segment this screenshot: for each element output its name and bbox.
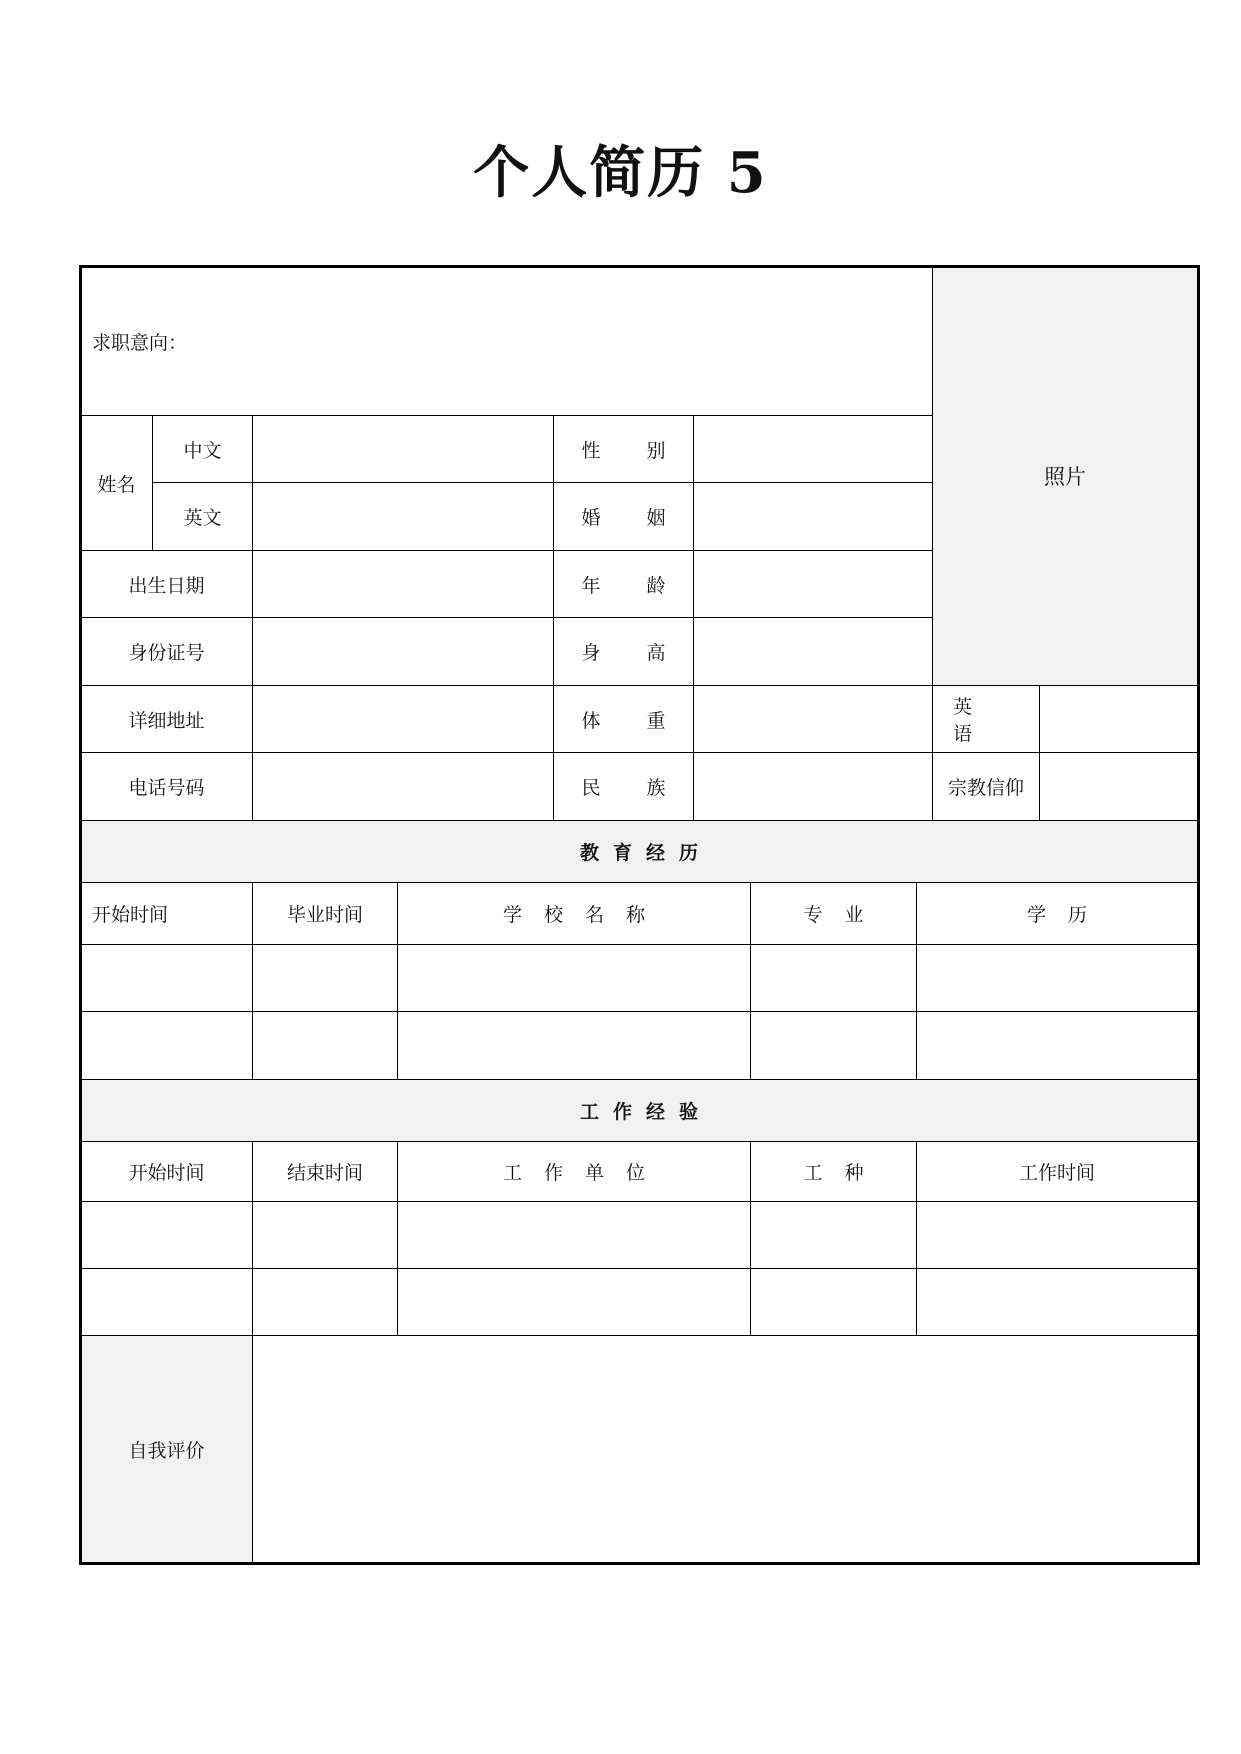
edu-row1-degree[interactable]: [916, 944, 1198, 1012]
weight-label: 体 重: [553, 685, 694, 753]
work-col-end: 结束时间: [252, 1141, 398, 1202]
edu-row1-graduation[interactable]: [252, 944, 398, 1012]
weight-field[interactable]: [693, 685, 933, 753]
birth-date-field[interactable]: [252, 550, 554, 618]
education-heading: 教育经历: [80, 820, 1198, 883]
work-col-start: 开始时间: [80, 1141, 253, 1202]
ethnicity-field[interactable]: [693, 752, 933, 821]
gender-label: 性 别: [553, 415, 694, 483]
work-row2-job-type[interactable]: [750, 1268, 917, 1336]
photo-label: 照片: [1044, 465, 1086, 489]
edu-row2-graduation[interactable]: [252, 1011, 398, 1080]
gender-field[interactable]: [693, 415, 933, 483]
name-english-field[interactable]: [252, 482, 554, 551]
id-number-label: 身份证号: [80, 617, 253, 686]
phone-field[interactable]: [252, 752, 554, 821]
edu-row2-major[interactable]: [750, 1011, 917, 1080]
phone-label: 电话号码: [80, 752, 253, 821]
name-label: 姓名: [80, 415, 153, 551]
photo-box[interactable]: [932, 266, 1198, 686]
address-field[interactable]: [252, 685, 554, 753]
edu-col-degree: 学历: [916, 882, 1198, 945]
religion-label: 宗教信仰: [932, 752, 1040, 821]
edu-col-school: 学校名称: [397, 882, 751, 945]
edu-row1-major[interactable]: [750, 944, 917, 1012]
height-label: 身 高: [553, 617, 694, 686]
work-row1-end[interactable]: [252, 1201, 398, 1269]
work-row2-employer[interactable]: [397, 1268, 751, 1336]
work-row1-start[interactable]: [80, 1201, 253, 1269]
name-english-label: 英文: [152, 482, 253, 551]
work-row1-duration[interactable]: [916, 1201, 1198, 1269]
edu-row1-start[interactable]: [80, 944, 253, 1012]
birth-date-label: 出生日期: [80, 550, 253, 618]
name-chinese-label: 中文: [152, 415, 253, 483]
work-col-duration: 工作时间: [916, 1141, 1198, 1202]
address-label: 详细地址: [80, 685, 253, 753]
edu-row1-school[interactable]: [397, 944, 751, 1012]
english-level-label: 英 语: [932, 685, 1040, 753]
work-col-job-type: 工种: [750, 1141, 917, 1202]
name-chinese-field[interactable]: [252, 415, 554, 483]
age-label: 年 龄: [553, 550, 694, 618]
page-title: 个人简历 5: [473, 140, 768, 206]
edu-col-start: 开始时间: [80, 882, 253, 945]
self-eval-field[interactable]: [252, 1335, 1198, 1563]
work-heading: 工作经验: [80, 1079, 1198, 1142]
english-level-field[interactable]: [1039, 685, 1198, 753]
religion-field[interactable]: [1039, 752, 1198, 821]
work-row1-job-type[interactable]: [750, 1201, 917, 1269]
work-row2-end[interactable]: [252, 1268, 398, 1336]
objective-field[interactable]: [80, 266, 933, 416]
work-row1-employer[interactable]: [397, 1201, 751, 1269]
edu-col-graduation: 毕业时间: [252, 882, 398, 945]
ethnicity-label: 民 族: [553, 752, 694, 821]
edu-row2-start[interactable]: [80, 1011, 253, 1080]
marital-field[interactable]: [693, 482, 933, 551]
height-field[interactable]: [693, 617, 933, 686]
self-eval-label: 自我评价: [80, 1335, 253, 1563]
work-row2-duration[interactable]: [916, 1268, 1198, 1336]
work-col-employer: 工作单位: [397, 1141, 751, 1202]
work-row2-start[interactable]: [80, 1268, 253, 1336]
objective-label: 求职意向：: [92, 331, 188, 354]
edu-row2-degree[interactable]: [916, 1011, 1198, 1080]
edu-col-major: 专业: [750, 882, 917, 945]
id-number-field[interactable]: [252, 617, 554, 686]
edu-row2-school[interactable]: [397, 1011, 751, 1080]
age-field[interactable]: [693, 550, 933, 618]
marital-label: 婚 姻: [553, 482, 694, 551]
